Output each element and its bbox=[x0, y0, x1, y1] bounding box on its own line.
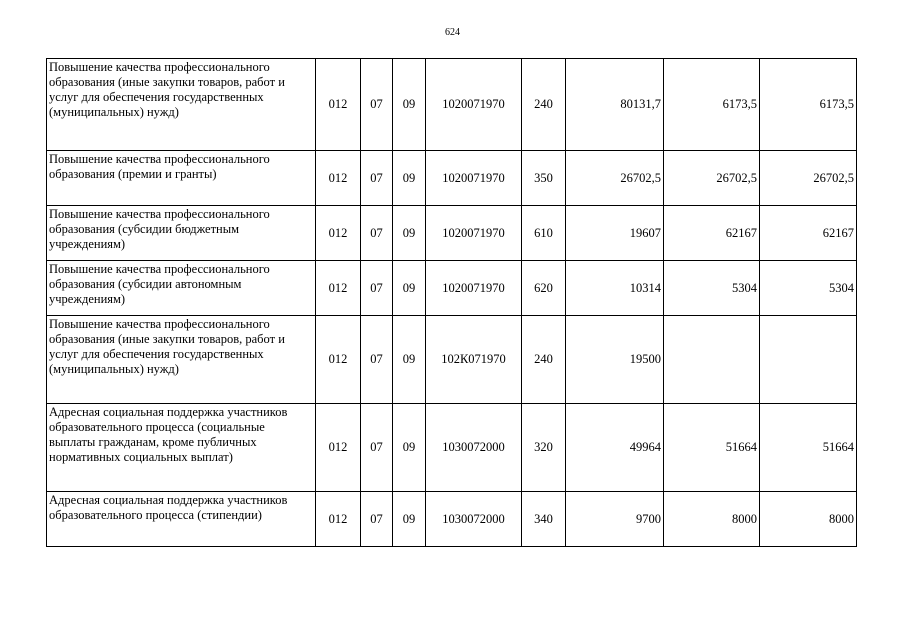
subsection-code: 09 bbox=[393, 404, 426, 492]
subsection-code: 09 bbox=[393, 151, 426, 206]
section-code: 07 bbox=[361, 316, 393, 404]
sum-year-1: 19607 bbox=[566, 206, 664, 261]
page-number: 624 bbox=[445, 27, 460, 38]
target-article-code: 1020071970 bbox=[426, 151, 522, 206]
row-name: Адресная социальная поддержка участников образовательного процесса (социальные выплаты гражданам, кроме публичных нормативных социальных выплат) bbox=[47, 404, 316, 492]
table-row bbox=[47, 316, 857, 404]
sum-year-1: 9700 bbox=[566, 492, 664, 547]
sum-year-2: 6173,5 bbox=[664, 59, 760, 151]
expense-type-code: 610 bbox=[522, 206, 566, 261]
row-name: Адресная социальная поддержка участников образовательного процесса (стипендии) bbox=[47, 492, 316, 547]
expense-type-code: 320 bbox=[522, 404, 566, 492]
table-row bbox=[47, 206, 857, 261]
sum-year-1: 19500 bbox=[566, 316, 664, 404]
sum-year-3 bbox=[760, 316, 857, 404]
table-row bbox=[47, 492, 857, 547]
budget-table bbox=[46, 58, 857, 547]
expense-type-code: 340 bbox=[522, 492, 566, 547]
ministry-code: 012 bbox=[316, 206, 361, 261]
sum-year-2: 5304 bbox=[664, 261, 760, 316]
sum-year-2: 62167 bbox=[664, 206, 760, 261]
sum-year-2: 26702,5 bbox=[664, 151, 760, 206]
target-article-code: 1020071970 bbox=[426, 59, 522, 151]
subsection-code: 09 bbox=[393, 59, 426, 151]
subsection-code: 09 bbox=[393, 316, 426, 404]
ministry-code: 012 bbox=[316, 151, 361, 206]
ministry-code: 012 bbox=[316, 492, 361, 547]
section-code: 07 bbox=[361, 151, 393, 206]
expense-type-code: 240 bbox=[522, 59, 566, 151]
target-article-code: 102К071970 bbox=[426, 316, 522, 404]
table-row bbox=[47, 404, 857, 492]
expense-type-code: 240 bbox=[522, 316, 566, 404]
sum-year-1: 10314 bbox=[566, 261, 664, 316]
ministry-code: 012 bbox=[316, 59, 361, 151]
ministry-code: 012 bbox=[316, 404, 361, 492]
expense-type-code: 350 bbox=[522, 151, 566, 206]
row-name: Повышение качества профессионального образования (субсидии бюджетным учреждениям) bbox=[47, 206, 316, 261]
sum-year-2 bbox=[664, 316, 760, 404]
expense-type-code: 620 bbox=[522, 261, 566, 316]
row-name: Повышение качества профессионального образования (премии и гранты) bbox=[47, 151, 316, 206]
section-code: 07 bbox=[361, 206, 393, 261]
sum-year-3: 5304 bbox=[760, 261, 857, 316]
subsection-code: 09 bbox=[393, 492, 426, 547]
section-code: 07 bbox=[361, 492, 393, 547]
sum-year-1: 49964 bbox=[566, 404, 664, 492]
row-name: Повышение качества профессионального образования (субсидии автономным учреждениям) bbox=[47, 261, 316, 316]
section-code: 07 bbox=[361, 404, 393, 492]
target-article-code: 1030072000 bbox=[426, 492, 522, 547]
sum-year-3: 8000 bbox=[760, 492, 857, 547]
sum-year-2: 51664 bbox=[664, 404, 760, 492]
sum-year-2: 8000 bbox=[664, 492, 760, 547]
target-article-code: 1020071970 bbox=[426, 206, 522, 261]
sum-year-3: 26702,5 bbox=[760, 151, 857, 206]
ministry-code: 012 bbox=[316, 261, 361, 316]
subsection-code: 09 bbox=[393, 206, 426, 261]
table-row bbox=[47, 151, 857, 206]
ministry-code: 012 bbox=[316, 316, 361, 404]
sum-year-3: 6173,5 bbox=[760, 59, 857, 151]
row-name: Повышение качества профессионального образования (иные закупки товаров, работ и услуг для обеспечения государственных (муниципальных) нужд) bbox=[47, 316, 316, 404]
table-row bbox=[47, 59, 857, 151]
sum-year-1: 26702,5 bbox=[566, 151, 664, 206]
sum-year-1: 80131,7 bbox=[566, 59, 664, 151]
sum-year-3: 51664 bbox=[760, 404, 857, 492]
sum-year-3: 62167 bbox=[760, 206, 857, 261]
target-article-code: 1030072000 bbox=[426, 404, 522, 492]
subsection-code: 09 bbox=[393, 261, 426, 316]
section-code: 07 bbox=[361, 59, 393, 151]
section-code: 07 bbox=[361, 261, 393, 316]
row-name: Повышение качества профессионального образования (иные закупки товаров, работ и услуг для обеспечения государственных (муниципальных) нужд) bbox=[47, 59, 316, 151]
target-article-code: 1020071970 bbox=[426, 261, 522, 316]
table-row bbox=[47, 261, 857, 316]
